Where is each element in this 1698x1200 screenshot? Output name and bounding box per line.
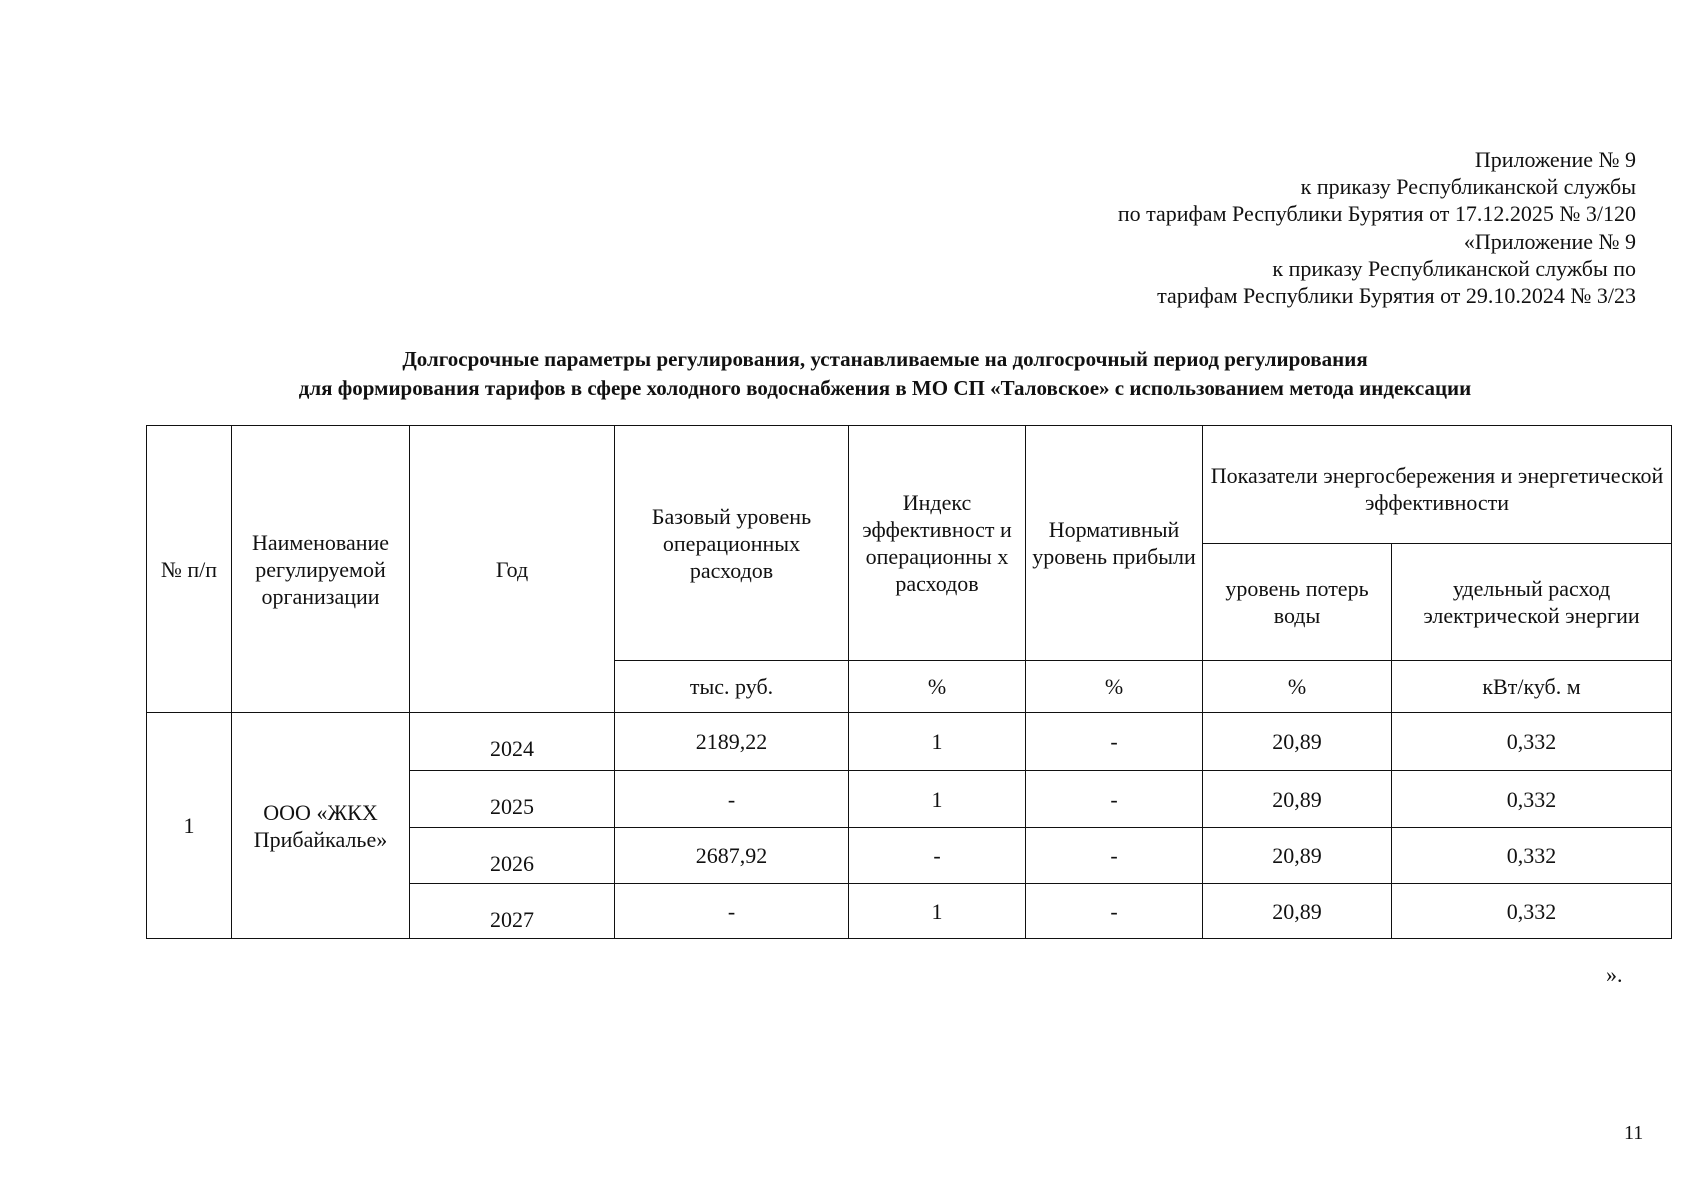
page-number: 11 xyxy=(1624,1122,1644,1144)
cell-electricity: 0,332 xyxy=(1392,713,1672,771)
table-row xyxy=(147,713,1672,771)
header-electricity: удельный расход электрической энергии xyxy=(1392,544,1672,661)
appendix-line: «Приложение № 9 xyxy=(1463,228,1636,254)
header-efficiency-index: Индекс эффективност и операционны х расходов xyxy=(849,426,1026,661)
unit-efficiency-index: % xyxy=(849,661,1026,713)
title-line-2: для формирования тарифов в сфере холодного водоснабжения в МО СП «Таловское» с использованием метода индексации xyxy=(298,376,1472,400)
appendix-reference xyxy=(936,146,1636,309)
header-org: Наименование регулируемой организации xyxy=(232,426,410,713)
cell-base-costs: - xyxy=(615,771,849,828)
unit-electricity: кВт/куб. м xyxy=(1392,661,1672,713)
closing-quote-mark: ». xyxy=(1606,962,1623,987)
cell-electricity: 0,332 xyxy=(1392,884,1672,939)
entry-num: 1 xyxy=(147,713,232,939)
cell-efficiency-index: 1 xyxy=(849,713,1026,771)
header-num: № п/п xyxy=(147,426,232,713)
appendix-line: к приказу Республиканской службы xyxy=(1300,174,1636,200)
cell-efficiency-index: - xyxy=(849,828,1026,884)
header-profit: Нормативный уровень прибыли xyxy=(1026,426,1203,661)
cell-year: 2024 xyxy=(410,713,615,771)
cell-profit: - xyxy=(1026,828,1203,884)
cell-water-loss: 20,89 xyxy=(1203,884,1392,939)
header-energy-group: Показатели энергосбережения и энергетической эффективности xyxy=(1203,426,1672,544)
cell-year: 2027 xyxy=(410,884,615,939)
cell-electricity: 0,332 xyxy=(1392,828,1672,884)
appendix-line: тарифам Республики Бурятия от 29.10.2024 № 3/23 xyxy=(1157,283,1636,309)
unit-base-costs: тыс. руб. xyxy=(615,661,849,713)
cell-profit: - xyxy=(1026,713,1203,771)
cell-profit: - xyxy=(1026,771,1203,828)
header-water-loss: уровень потерь воды xyxy=(1203,544,1392,661)
cell-water-loss: 20,89 xyxy=(1203,828,1392,884)
unit-profit: % xyxy=(1026,661,1203,713)
header-year: Год xyxy=(410,426,615,713)
cell-year: 2025 xyxy=(410,771,615,828)
cell-water-loss: 20,89 xyxy=(1203,771,1392,828)
header-base-costs: Базовый уровень операционных расходов xyxy=(615,426,849,661)
title-line-1: Долгосрочные параметры регулирования, устанавливаемые на долгосрочный период регулирования xyxy=(402,347,1368,371)
appendix-line: Приложение № 9 xyxy=(1474,147,1636,172)
regulation-parameters-table xyxy=(146,425,1672,939)
cell-base-costs: - xyxy=(615,884,849,939)
unit-water-loss: % xyxy=(1203,661,1392,713)
cell-profit: - xyxy=(1026,884,1203,939)
entry-org: ООО «ЖКХ Прибайкалье» xyxy=(232,713,410,939)
document-title xyxy=(150,345,1620,403)
appendix-line: к приказу Республиканской службы по xyxy=(1272,255,1636,281)
cell-water-loss: 20,89 xyxy=(1203,713,1392,771)
appendix-line: по тарифам Республики Бурятия от 17.12.2025 № 3/120 xyxy=(1117,201,1636,227)
cell-efficiency-index: 1 xyxy=(849,884,1026,939)
cell-efficiency-index: 1 xyxy=(849,771,1026,828)
cell-year: 2026 xyxy=(410,828,615,884)
cell-electricity: 0,332 xyxy=(1392,771,1672,828)
cell-base-costs: 2189,22 xyxy=(615,713,849,771)
cell-base-costs: 2687,92 xyxy=(615,828,849,884)
